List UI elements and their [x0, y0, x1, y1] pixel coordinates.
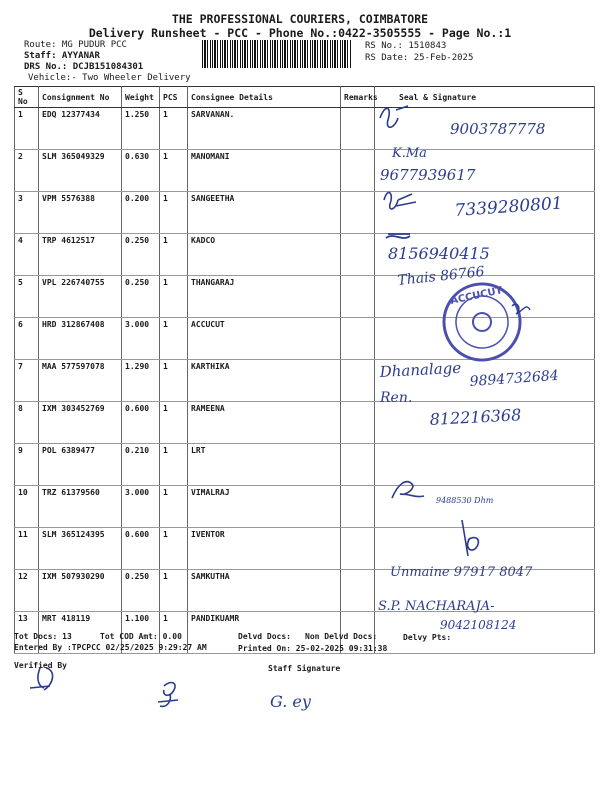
- cell-consignment: IXM 303452769: [39, 402, 122, 444]
- cell-weight: 0.600: [122, 402, 160, 444]
- table-row: [15, 444, 595, 486]
- staff-signature-mark: [158, 683, 178, 707]
- cell-consignment: SLM 365049329: [39, 150, 122, 192]
- table-row: [15, 234, 595, 276]
- cell-sno: 3: [15, 192, 39, 234]
- table-row: [15, 318, 595, 360]
- col-header-consignee: Consignee Details: [188, 87, 341, 108]
- cell-consignment: VPM 5576388: [39, 192, 122, 234]
- cell-pcs: 1: [160, 528, 188, 570]
- cell-sno: 8: [15, 402, 39, 444]
- cell-signature: [375, 528, 595, 570]
- cell-consignment: IXM 507930290: [39, 570, 122, 612]
- cell-consignment: SLM 365124395: [39, 528, 122, 570]
- cell-weight: 1.100: [122, 612, 160, 654]
- runsheet-table: [14, 86, 595, 654]
- staff-signature-initials: G. ey: [270, 692, 311, 711]
- verified-by-label: Verified By: [14, 661, 67, 670]
- handwritten-phone: 9894732684: [469, 367, 560, 390]
- cell-pcs: 1: [160, 150, 188, 192]
- cell-weight: 3.000: [122, 318, 160, 360]
- cell-remarks: [341, 192, 375, 234]
- handwritten-phone: 8156940415: [388, 244, 490, 263]
- cell-pcs: 1: [160, 360, 188, 402]
- handwritten-phone: 9677939617: [380, 166, 476, 184]
- cell-consignee: SANGEETHA: [188, 192, 341, 234]
- cell-signature: [375, 402, 595, 444]
- cell-consignment: TRP 4612517: [39, 234, 122, 276]
- cell-sno: 11: [15, 528, 39, 570]
- handwritten-name: Unmaine 97917 8047: [390, 565, 533, 580]
- cell-consignee: THANGARAJ: [188, 276, 341, 318]
- cell-remarks: [341, 150, 375, 192]
- cell-pcs: 1: [160, 402, 188, 444]
- table-row: [15, 276, 595, 318]
- cell-remarks: [341, 528, 375, 570]
- cell-pcs: 1: [160, 234, 188, 276]
- entered-by: Entered By :TPCPCC 02/25/2025 9:29:27 AM: [14, 643, 207, 652]
- cell-sno: 10: [15, 486, 39, 528]
- cell-signature: [375, 234, 595, 276]
- staff-label: Staff: AYYANAR: [24, 51, 100, 61]
- delivered-docs: Delvd Docs:: [238, 632, 291, 641]
- cell-sno: 13: [15, 612, 39, 654]
- handwritten-phone: 9042108124: [440, 618, 517, 632]
- col-header-sno: S No: [15, 87, 39, 108]
- table-row: [15, 402, 595, 444]
- cell-signature: [375, 360, 595, 402]
- cell-consignee: MANOMANI: [188, 150, 341, 192]
- drs-number: DRS No.: DCJB151084301: [24, 62, 144, 72]
- cell-signature: [375, 486, 595, 528]
- cell-signature: [375, 150, 595, 192]
- handwritten-name: Thais 86766: [396, 263, 486, 289]
- table-row: [15, 108, 595, 150]
- cell-remarks: [341, 108, 375, 150]
- cell-weight: 3.000: [122, 486, 160, 528]
- col-header-remarks: Remarks: [341, 87, 375, 108]
- table-row: [15, 192, 595, 234]
- cell-pcs: 1: [160, 192, 188, 234]
- cell-consignment: TRZ 61379560: [39, 486, 122, 528]
- table-row: [15, 360, 595, 402]
- stamp-text: ACCUCUT: [449, 285, 504, 307]
- cell-pcs: 1: [160, 612, 188, 654]
- handwritten-name: Dhanalage: [379, 358, 462, 381]
- cell-remarks: [341, 276, 375, 318]
- cell-pcs: 1: [160, 108, 188, 150]
- non-delivered-docs: Non Delvd Docs:: [305, 632, 378, 641]
- cell-sno: 4: [15, 234, 39, 276]
- cell-sno: 1: [15, 108, 39, 150]
- col-header-consignment: Consignment No: [39, 87, 122, 108]
- delivery-points: Delvy Pts:: [403, 633, 452, 642]
- cell-sno: 6: [15, 318, 39, 360]
- cell-remarks: [341, 570, 375, 612]
- table-row: [15, 150, 595, 192]
- handwritten-name: K.Ma: [392, 146, 427, 161]
- cell-remarks: [341, 234, 375, 276]
- table-row: [15, 486, 595, 528]
- handwritten-name: S.P. NACHARAJA-: [378, 599, 495, 614]
- cell-pcs: 1: [160, 444, 188, 486]
- handwritten-phone: 812216368: [429, 405, 522, 429]
- vehicle-label: Vehicle:- Two Wheeler Delivery: [28, 73, 191, 83]
- cell-consignment: HRD 312867408: [39, 318, 122, 360]
- verifier-signature: [30, 668, 53, 690]
- cell-sno: 12: [15, 570, 39, 612]
- cell-consignment: POL 6389477: [39, 444, 122, 486]
- cell-remarks: [341, 360, 375, 402]
- cell-weight: 1.290: [122, 360, 160, 402]
- barcode-image: [202, 40, 352, 68]
- cell-consignee: ACCUCUT: [188, 318, 341, 360]
- company-title: THE PROFESSIONAL COURIERS, COIMBATORE: [171, 12, 429, 26]
- handwritten-phone: 7339280801: [453, 193, 564, 221]
- cell-remarks: [341, 402, 375, 444]
- table-header-row: [15, 87, 595, 108]
- cell-consignee: VIMALRAJ: [188, 486, 341, 528]
- printed-on: Printed On: 25-02-2025 09:31:38: [238, 644, 388, 653]
- runsheet-title: Delivery Runsheet - PCC - Phone No.:0422-3505555 - Page No.:1: [88, 26, 512, 40]
- handwritten-phone: 9488530 Dhm: [436, 496, 494, 505]
- cell-pcs: 1: [160, 570, 188, 612]
- cell-pcs: 1: [160, 486, 188, 528]
- cell-sno: 2: [15, 150, 39, 192]
- cell-weight: 0.630: [122, 150, 160, 192]
- cell-sno: 7: [15, 360, 39, 402]
- col-header-weight: Weight: [122, 87, 160, 108]
- cell-pcs: 1: [160, 276, 188, 318]
- col-header-signature: Seal & Signature: [375, 87, 595, 108]
- staff-signature-label: Staff Signature: [268, 664, 341, 673]
- cell-signature: [375, 318, 595, 360]
- cell-consignee: PANDIKUAMR: [188, 612, 341, 654]
- cell-signature: [375, 276, 595, 318]
- cell-consignee: KADCO: [188, 234, 341, 276]
- total-cod-amount: Tot COD Amt: 0.00: [100, 632, 182, 641]
- total-docs: Tot Docs: 13: [14, 632, 72, 641]
- cell-weight: 0.210: [122, 444, 160, 486]
- cell-consignee: SAMKUTHA: [188, 570, 341, 612]
- handwritten-phone: 9003787778: [450, 120, 546, 138]
- cell-pcs: 1: [160, 318, 188, 360]
- cell-consignment: MAA 577597078: [39, 360, 122, 402]
- cell-remarks: [341, 318, 375, 360]
- cell-consignment: MRT 418119: [39, 612, 122, 654]
- col-header-pcs: PCS: [160, 87, 188, 108]
- cell-signature: [375, 192, 595, 234]
- cell-weight: 0.600: [122, 528, 160, 570]
- cell-consignee: LRT: [188, 444, 341, 486]
- cell-sno: 5: [15, 276, 39, 318]
- cell-weight: 1.250: [122, 108, 160, 150]
- cell-signature: [375, 108, 595, 150]
- cell-signature: [375, 570, 595, 612]
- cell-weight: 0.250: [122, 570, 160, 612]
- cell-weight: 0.200: [122, 192, 160, 234]
- cell-weight: 0.250: [122, 276, 160, 318]
- route-label: Route: MG PUDUR PCC: [24, 40, 127, 50]
- cell-consignee: KARTHIKA: [188, 360, 341, 402]
- cell-consignee: SARVANAN.: [188, 108, 341, 150]
- cell-remarks: [341, 444, 375, 486]
- cell-consignment: VPL 226740755: [39, 276, 122, 318]
- cell-sno: 9: [15, 444, 39, 486]
- cell-consignee: IVENTOR: [188, 528, 341, 570]
- cell-signature: [375, 444, 595, 486]
- rs-number: RS No.: 1510843: [365, 41, 447, 51]
- cell-consignment: EDQ 12377434: [39, 108, 122, 150]
- table-row: [15, 570, 595, 612]
- rs-date: RS Date: 25-Feb-2025: [365, 53, 474, 63]
- table-row: [15, 528, 595, 570]
- cell-consignee: RAMEENA: [188, 402, 341, 444]
- cell-weight: 0.250: [122, 234, 160, 276]
- cell-remarks: [341, 486, 375, 528]
- handwritten-name: Ren.: [380, 390, 413, 406]
